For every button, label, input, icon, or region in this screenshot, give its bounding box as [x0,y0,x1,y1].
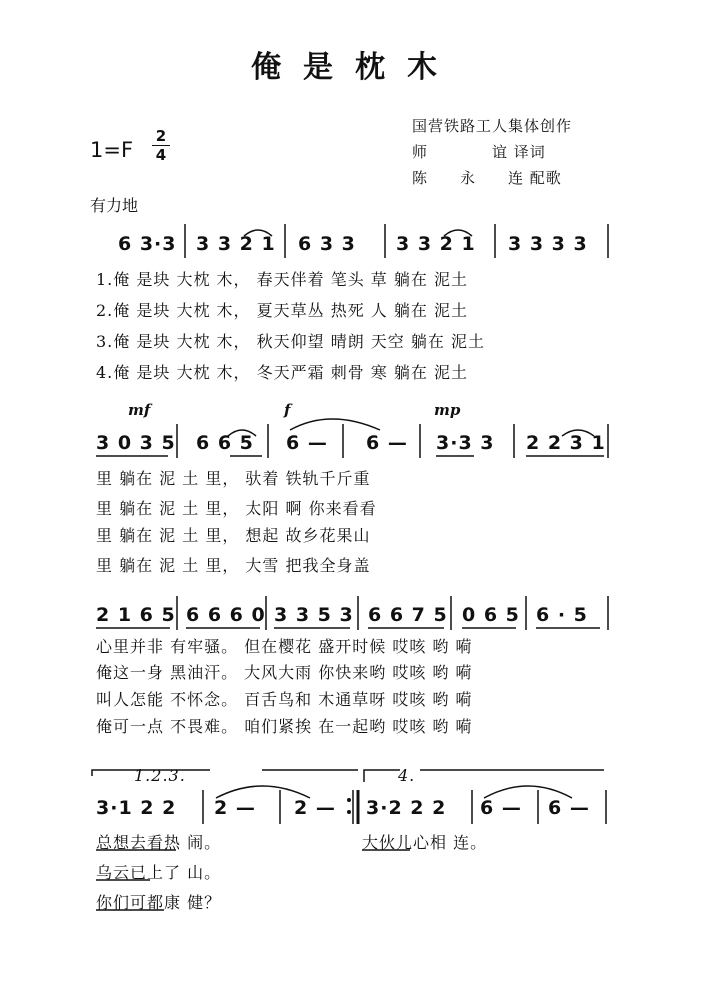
notes-s2-m4: 6 — [366,432,408,454]
credit-line-3: 陈 永 连 配歌 [412,169,562,187]
lyric-s1-v4: 4.俺 是块 大枕 木， 冬天严霜 刺骨 寒 躺在 泥土 [96,363,468,382]
lyric-s3-v4: 俺可一点 不畏难。 咱们紧挨 在一起哟 哎咳 哟 嗬 [96,717,473,736]
notes-s1-m2: 3 3 2 1 [196,233,276,255]
dynamic-mf: mf [128,401,151,419]
notes-s4-m4: 3·2 2 2 [366,797,447,819]
notes-s3-m5: 0 6 5 [462,604,520,626]
key-signature: 1=F [90,138,134,162]
notes-s4-m1: 3·1 2 2 [96,797,177,819]
lyric-s4-ending4: 大伙儿心相 连。 [362,833,488,852]
volta-bracket [364,770,400,782]
notes-s3-m6: 6 · 5 [536,604,588,626]
notes-s3-m4: 6 6 7 5 [368,604,448,626]
lyric-s1-v3: 3.俺 是块 大枕 木， 秋天仰望 晴朗 天空 躺在 泥土 [96,332,485,351]
notes-s1-m5: 3 3 3 3 [508,233,588,255]
lyric-s4-v1: 总想去看热 闹。 [96,833,222,852]
time-signature [152,128,170,163]
notes-s4-m3: 2 — [294,797,336,819]
repeat-dot [347,798,351,802]
time-bottom: 4 [155,146,167,164]
lyric-s1-v2: 2.俺 是块 大枕 木， 夏天草丛 热死 人 躺在 泥土 [96,301,468,320]
slur [290,419,380,430]
lyric-s1-v1: 1.俺 是块 大枕 木， 春天伴着 笔头 草 躺在 泥土 [96,270,468,289]
lyric-s4-v3: 你们可都康 健？ [96,893,222,912]
dynamic-mp: mp [434,401,461,419]
lyric-s3-v1: 心里并非 有牢骚。 但在樱花 盛开时候 哎咳 哟 嗬 [96,637,473,656]
notes-s1-m4: 3 3 2 1 [396,233,476,255]
credit-line-2: 师 谊 译词 [412,143,546,161]
repeat-dot [347,810,351,814]
notes-s2-m6: 2 2 3 1 [526,432,606,454]
credit-line-1: 国营铁路工人集体创作 [412,117,573,135]
notes-s4-m2: 2 — [214,797,256,819]
notes-s2-m3: 6 — [286,432,328,454]
lyric-s2-v2: 里 躺在 泥 土 里， 太阳 啊 你来看看 [96,499,377,518]
time-top: 2 [155,127,167,145]
ending-1-2-3-label: 1.2.3. [134,766,186,785]
notes-s2-m1: 3 0 3 5 [96,432,176,454]
lyric-s2-v4: 里 躺在 泥 土 里， 大雪 把我全身盖 [96,556,371,575]
dynamic-f: f [284,401,291,419]
notes-s3-m3: 3 3 5 3 [274,604,354,626]
notes-s4-m6: 6 — [548,797,590,819]
notes-s2-m5: 3·3 3 [436,432,495,454]
tempo-marking: 有力地 [90,196,139,215]
lyric-s3-v3: 叫人怎能 不怀念。 百舌鸟和 木通草呀 哎咳 哟 嗬 [96,690,473,709]
notes-s3-m1: 2 1 6 5 [96,604,176,626]
notes-s4-m5: 6 — [480,797,522,819]
lyric-s2-v1: 里 躺在 泥 土 里， 驮着 铁轨千斤重 [96,469,371,488]
notes-s1-m3: 6 3 3 [298,233,356,255]
notes-s3-m2: 6 6 6 0 [186,604,266,626]
lyric-s4-v2: 乌云已上了 山。 [96,863,222,882]
song-title: 俺是枕木 [251,50,459,85]
lyric-s2-v3: 里 躺在 泥 土 里， 想起 故乡花果山 [96,526,371,545]
lyric-s3-v2: 俺这一身 黑油汗。 大风大雨 你快来哟 哎咳 哟 嗬 [96,663,473,682]
notes-s2-m2: 6 6 5 [196,432,254,454]
credits [412,113,572,191]
ending-4-label: 4. [398,766,416,785]
notes-s1-m1: 6 3·3 [118,233,177,255]
